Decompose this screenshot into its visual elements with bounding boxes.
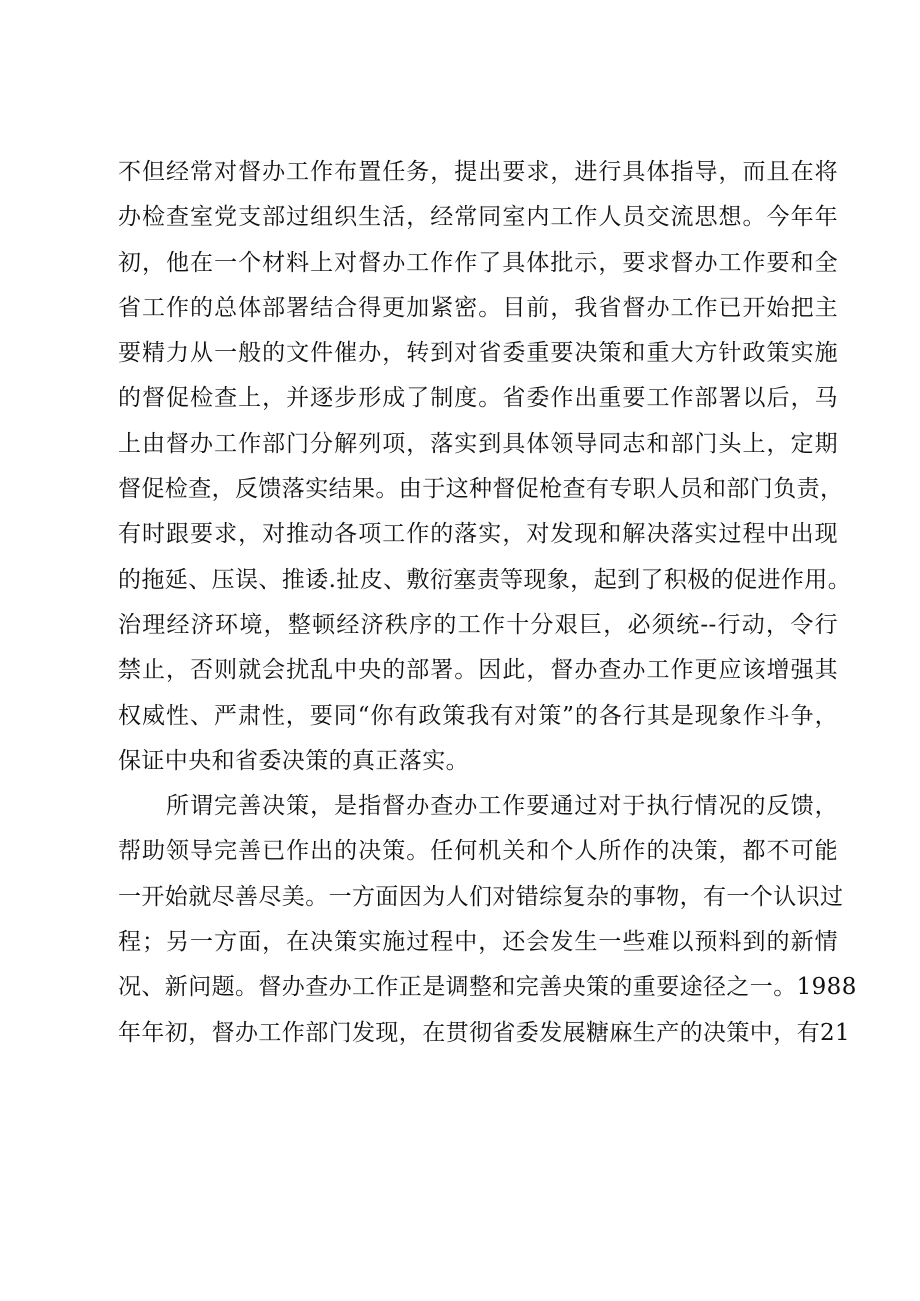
text-line: 所谓完善决策，是指督办查办工作要通过对于执行情况的反馈， — [166, 793, 838, 820]
text-line: 况、新问题。督办查办工作正是调整和完善央策的重要途径之一。1988 — [118, 974, 857, 1001]
text-line: 权威性、严肃性，要同“你有政策我有对策”的各行其是现象作斗争， — [118, 702, 838, 729]
paragraph-2 — [118, 784, 857, 1056]
text-line: 有时跟要求，对推动各项工作的落实，对发现和解决落实过程中出现 — [118, 521, 838, 548]
text-line: 禁止，否则就会扰乱中央的部署。因此，督办查办工作更应该增强其 — [118, 657, 838, 684]
text-line: 办检查室党支部过组织生活，经常同室内工作人员交流思想。今年年 — [118, 204, 838, 231]
text-line: 的拖延、压误、推诿.扯皮、敷衍塞责等现象，起到了积极的促进作用。 — [118, 566, 852, 593]
text-line: 不但经常对督办工作布置任务，提出要求，进行具体指导，而且在将 — [118, 159, 838, 185]
text-line: 一开始就尽善尽美。一方面因为人们对错综复杂的事物，有一个认识过 — [118, 883, 844, 910]
text-line: 上由督办工作部门分解列项，落实到具体领导同志和部门头上，定期 — [118, 430, 838, 457]
text-line: 程；另一方面，在决策实施过程中，还会发生一些难以预料到的新情 — [118, 929, 838, 956]
text-line: 督促检查，反馈落实结果。由于这种督促枪查有专职人员和部门负责， — [118, 476, 844, 503]
text-line: 帮助领导完善已作出的决策。任何机关和个人所作的决策，都不可能 — [118, 838, 838, 865]
text-line: 初，他在一个材料上对督办工作作了具体批示，要求督办工作要和全 — [118, 249, 838, 276]
text-line: 治理经济环境，整顿经济秩序的工作十分艰巨，必须统--行动，令行 — [118, 611, 838, 638]
text-line: 年年初，督办工作部门发现，在贯彻省委发展糖麻生产的决策中，有21 — [118, 1019, 851, 1046]
text-line: 保证中央和省委决策的真正落实。 — [118, 747, 469, 774]
document-body — [118, 150, 857, 1056]
text-line: 的督促检查上，并逐步形成了制度。省委作出重要工作部署以后，马 — [118, 385, 838, 412]
paragraph-1 — [118, 150, 852, 784]
text-line: 要精力从一般的文件催办，转到对省委重要决策和重大方针政策实施 — [118, 340, 838, 367]
text-line: 省工作的总体部署结合得更加紧密。目前，我省督办工作已开始把主 — [118, 294, 838, 321]
